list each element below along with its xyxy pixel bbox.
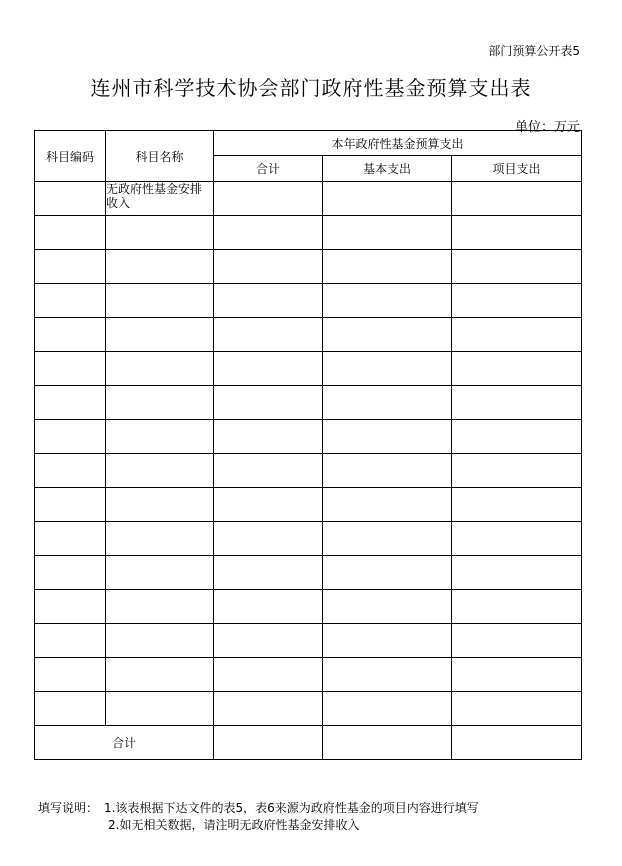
header-project: 项目支出 xyxy=(452,156,582,182)
table-row xyxy=(35,488,582,522)
table-row xyxy=(35,692,582,726)
header-total: 合计 xyxy=(214,156,323,182)
table-row xyxy=(35,590,582,624)
table-row xyxy=(35,658,582,692)
table-row xyxy=(35,284,582,318)
page-title: 连州市科学技术协会部门政府性基金预算支出表 xyxy=(90,76,532,100)
table-row xyxy=(35,420,582,454)
table-row xyxy=(35,522,582,556)
table-row xyxy=(35,318,582,352)
table-row xyxy=(35,182,582,216)
table-row xyxy=(35,454,582,488)
table-row xyxy=(35,624,582,658)
table-row xyxy=(35,216,582,250)
notes xyxy=(38,800,479,834)
table-row xyxy=(35,352,582,386)
note-line-1: 1.该表根据下达文件的表5，表6来源为政府性基金的项目内容进行填写 xyxy=(104,801,479,815)
header-basic: 基本支出 xyxy=(323,156,452,182)
unit-label: 单位：万元 xyxy=(514,120,580,135)
header-group: 本年政府性基金预算支出 xyxy=(214,131,582,156)
table-row xyxy=(35,386,582,420)
budget-table xyxy=(34,130,582,760)
header-name: 科目名称 xyxy=(106,131,214,182)
footer-total-label: 合计 xyxy=(35,726,214,760)
note-line-2: 2.如无相关数据，请注明无政府性基金安排收入 xyxy=(108,818,360,832)
header-code: 科目编码 xyxy=(35,131,106,182)
table-row xyxy=(35,556,582,590)
table-row xyxy=(35,250,582,284)
notes-label: 填写说明： xyxy=(38,801,99,815)
first-row-name: 无政府性基金安排收入 xyxy=(106,182,214,216)
form-number: 部门预算公开表5 xyxy=(488,44,580,58)
table-footer-row xyxy=(35,726,582,760)
